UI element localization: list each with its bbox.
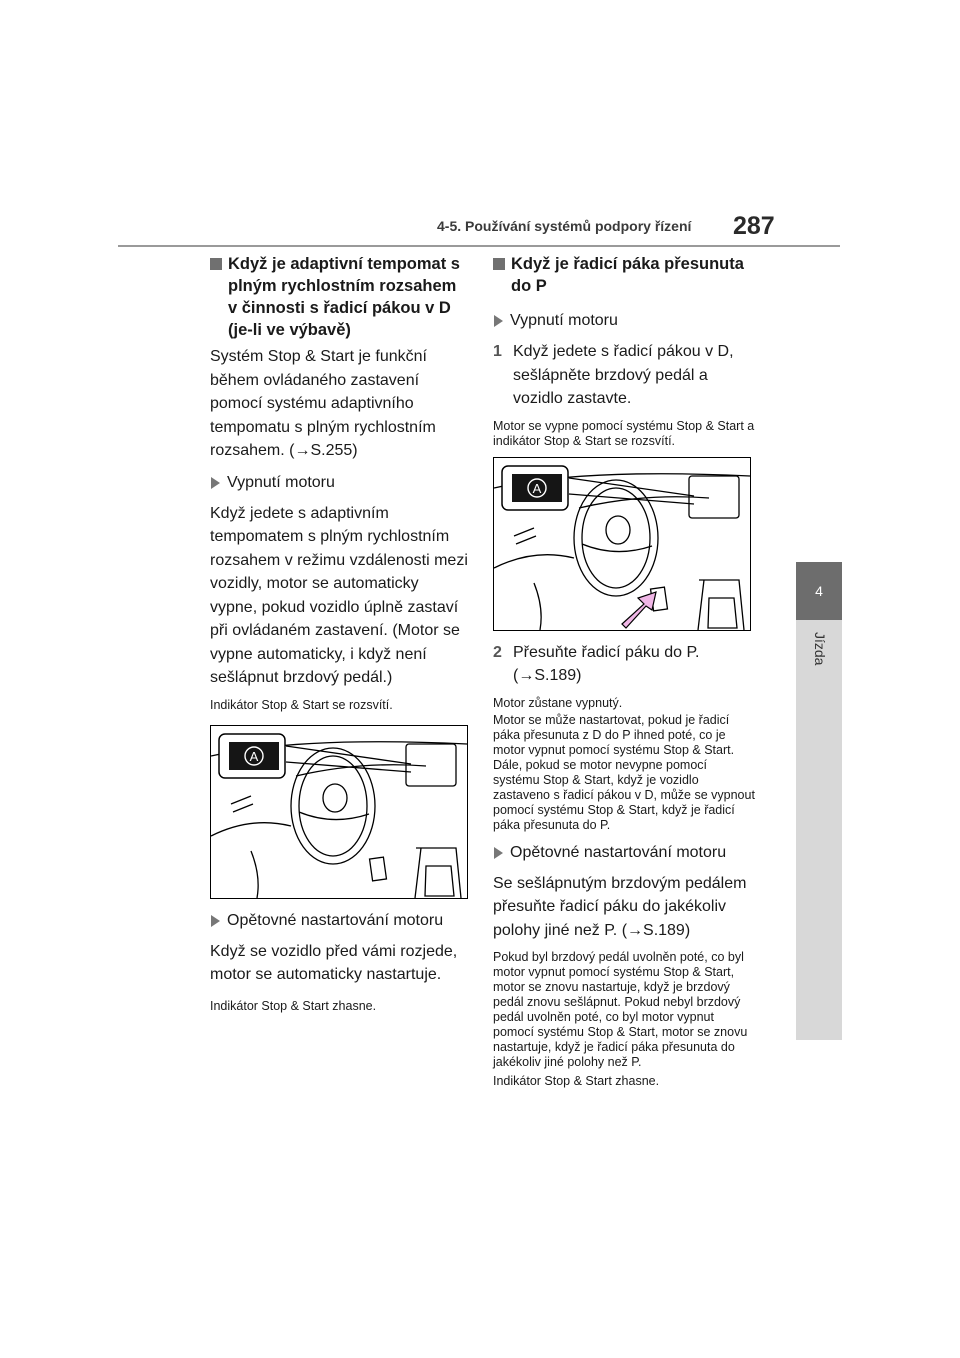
square-bullet-icon xyxy=(210,258,222,270)
right-sub2-note-1: Pokud byl brzdový pedál uvolněn poté, co byl motor vypnut pomocí systému Stop & Start, motor se znovu nastartuje, když je brzdový pedál znovu sešlápnut. Pokud nebyl brzdový pedál uvolněn poté, co byl motor vypnut pomocí systému Stop & Start, motor se znovu nastartuje, když je řadicí páka přesunuta do jakékoliv jiné polohy než P. xyxy=(493,950,748,1069)
right-subheading-2-text: Opětovné nastartování motoru xyxy=(510,843,727,861)
right-step-2 xyxy=(493,641,755,688)
left-sub1-note: Indikátor Stop & Start se rozsvítí. xyxy=(210,697,393,712)
step-number: 2 xyxy=(493,643,502,661)
dashboard-illustration-right xyxy=(493,457,751,631)
right-step-1-text: Když jedete s řadicí pákou v D, sešlápněte brzdový pedál a vozidlo zastavte. xyxy=(513,343,734,407)
header-divider xyxy=(118,245,840,247)
right-step-1 xyxy=(493,340,755,411)
right-subheading-1 xyxy=(493,309,755,332)
dashboard-drawing xyxy=(211,726,467,898)
square-bullet-icon xyxy=(493,258,505,270)
right-step-2-text: Přesuňte řadicí páku do P. (→S.189) xyxy=(513,643,700,684)
triangle-bullet-icon xyxy=(211,477,220,489)
right-subheading-2 xyxy=(493,841,755,864)
dashboard-drawing xyxy=(494,458,750,630)
right-step2-note-2: Motor se může nastartovat, pokud je řadicí páka přesunuta z D do P ihned poté, co je motor vypnut pomocí systému Stop & Start. Dále, pokud se motor nevypne pomocí systému Stop & Start, když je vozidlo zastaveno s řadicí pákou v D, může se vypnout pomocí systému Stop & Start, když je řadicí páka přesunuta do P. xyxy=(493,712,755,832)
right-sub2-note-2: Indikátor Stop & Start zhasne. xyxy=(493,1074,660,1088)
right-step2-note-1: Motor zůstane vypnutý. xyxy=(493,695,623,710)
chapter-label: Jízda xyxy=(812,632,828,666)
right-subheading-1-text: Vypnutí motoru xyxy=(510,312,618,329)
left-column xyxy=(210,253,470,1022)
left-subheading-2 xyxy=(210,909,470,932)
chapter-tab-bar xyxy=(796,620,842,1040)
right-sub2-para: Se sešlápnutým brzdovým pedálem přesuňte řadicí páku do jakékoliv polohy jiné než P. (→S.189) xyxy=(493,874,747,939)
left-sub2-para: Když se vozidlo před vámi rozjede, motor se automaticky nastartuje. xyxy=(210,942,458,983)
left-sub1-para: Když jedete s adaptivním tempomatem s plným rychlostním rozsahem v režimu vzdálenosti mezi vozidly, motor se automaticky vypne, pokud vozidlo úplně zastaví při ovládaném zastavení. (Motor se vypne automaticky, i když není sešlápnut brzdový pedál.) xyxy=(210,504,468,686)
page-number: 287 xyxy=(733,212,775,240)
left-subheading-2-text: Opětovné nastartování motoru xyxy=(227,911,444,929)
step-number: 1 xyxy=(493,343,502,360)
left-heading xyxy=(210,253,470,341)
right-step1-note: Motor se vypne pomocí systému Stop & Start a indikátor Stop & Start se rozsvítí. xyxy=(493,418,755,448)
indicator-label: A xyxy=(249,748,259,764)
right-heading xyxy=(493,253,755,297)
indicator-label: A xyxy=(532,480,542,496)
triangle-bullet-icon xyxy=(211,915,220,927)
chapter-tab: 4 xyxy=(796,562,842,620)
right-column xyxy=(493,253,755,1097)
press-arrow-icon xyxy=(622,592,656,628)
section-title: 4-5. Používání systémů podpory řízení xyxy=(437,218,692,234)
triangle-bullet-icon xyxy=(494,315,503,327)
left-sub2-note: Indikátor Stop & Start zhasne. xyxy=(210,998,377,1013)
right-heading-text: Když je řadicí páka přesunuta do P xyxy=(511,255,744,295)
dashboard-illustration-left xyxy=(210,725,468,899)
left-para-1: Systém Stop & Start je funkční během ovládaného zastavení pomocí systému adaptivního tempomatu s plným rychlostním rozsahem. (→S.255) xyxy=(210,348,436,459)
left-subheading-1-text: Vypnutí motoru xyxy=(227,473,335,491)
left-subheading-1 xyxy=(210,471,470,494)
left-heading-text: Když je adaptivní tempomat s plným rychlostním rozsahem v činnosti s řadicí pákou v D (je-li ve výbavě) xyxy=(228,255,460,339)
triangle-bullet-icon xyxy=(494,847,503,859)
